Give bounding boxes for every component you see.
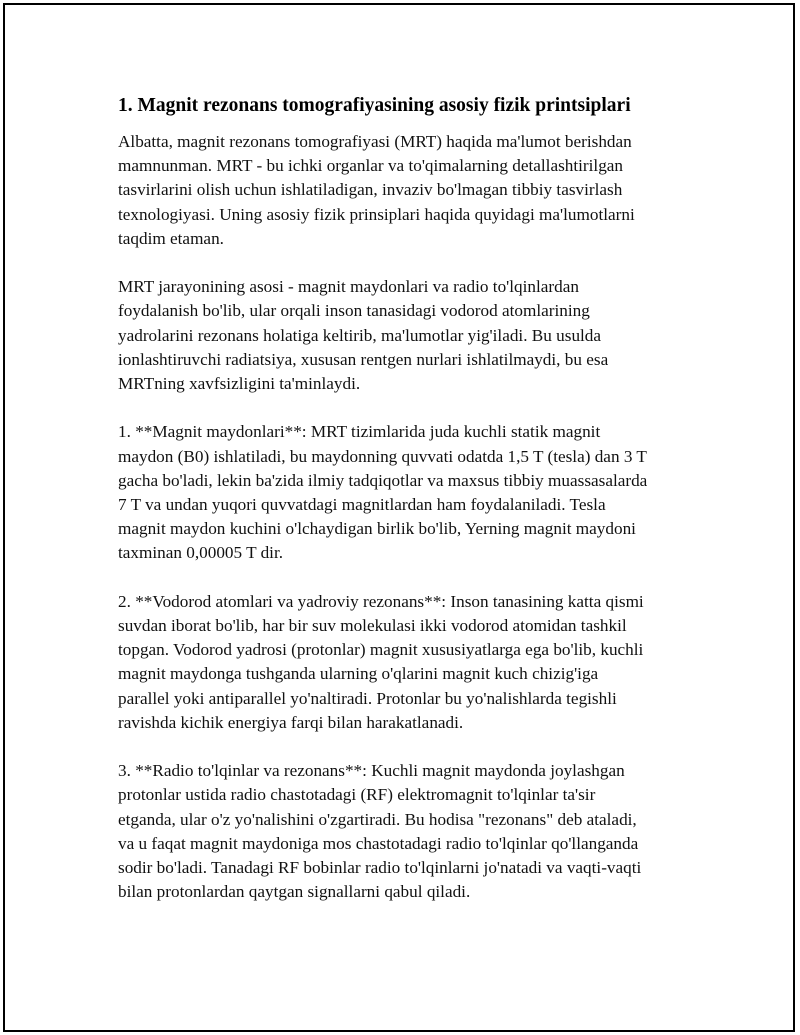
mrt-basis-paragraph: MRT jarayonining asosi - magnit maydonlari va radio to'lqinlardan foydalanish bo'lib, ular orqali inson tanasidagi vodorod atomlarining yadrolarini rezonans holatiga keltirib, ma'lumotlar yig'iladi. Bu usulda ionlashtiruvchi radiatsiya, xususan rentgen nurlari ishlatilmaydi, bu esa MRTning xavfsizligini ta'minlaydi.	[118, 277, 609, 394]
document-title: 1. Magnit rezonans tomografiyasining asosiy fizik printsiplari	[118, 95, 631, 116]
radio-waves-paragraph: 3. **Radio to'lqinlar va rezonans**: Kuchli magnit maydonda joylashgan protonlar ustida radio chastotadagi (RF) elektromagnit to'lqinlar ta'sir etganda, ular o'z yo'nalishini o'zgartiradi. Bu hodisa "rezonans" deb ataladi, va u faqat magnit maydoniga mos chastotadagi radio to'lqinlar qo'llanganda sodir bo'ladi. Tanadagi RF bobinlar radio to'lqinlarni jo'natadi va vaqti-vaqti bilan protonlardan qaytgan signallarni qabul qiladi.	[118, 761, 642, 902]
hydrogen-atoms-paragraph: 2. **Vodorod atomlari va yadroviy rezonans**: Inson tanasining katta qismi suvdan iborat bo'lib, har bir suv molekulasi ikki vodorod atomidan tashkil topgan. Vodorod yadrosi (protonlar) magnit xususiyatlarga ega bo'lib, kuchli magnit maydonga tushganda ularning o'qlarini magnit kuch chizig'iga parallel yoki antiparallel yo'naltiradi. Protonlar bu yo'nalishlarda tegishli ravishda kichik energiya farqi bilan harakatlanadi.	[118, 591, 644, 732]
intro-paragraph: Albatta, magnit rezonans tomografiyasi (MRT) haqida ma'lumot berishdan mamnunman. MRT - bu ichki organlar va to'qimalarning detallashtirilgan tasvirlarini olish uchun ishlatiladigan, invaziv bo'lmagan tibbiy tasvirlash texnologiyasi. Uning asosiy fizik prinsiplari haqida quyidagi ma'lumotlarni taqdim etaman.	[118, 132, 635, 248]
magnetic-fields-paragraph: 1. **Magnit maydonlari**: MRT tizimlarida juda kuchli statik magnit maydon (B0) ishlatiladi, bu maydonning quvvati odatda 1,5 T (tesla) dan 3 T gacha bo'ladi, lekin ba'zida ilmiy tadqiqotlar va maxsus tibbiy muassasalarda 7 T va undan yuqori quvvatdagi magnitlardan ham foydalaniladi. Tesla magnit maydon kuchini o'lchaydigan birlik bo'lib, Yerning magnit maydoni taxminan 0,00005 T dir.	[118, 422, 648, 563]
document-body	[118, 94, 690, 929]
